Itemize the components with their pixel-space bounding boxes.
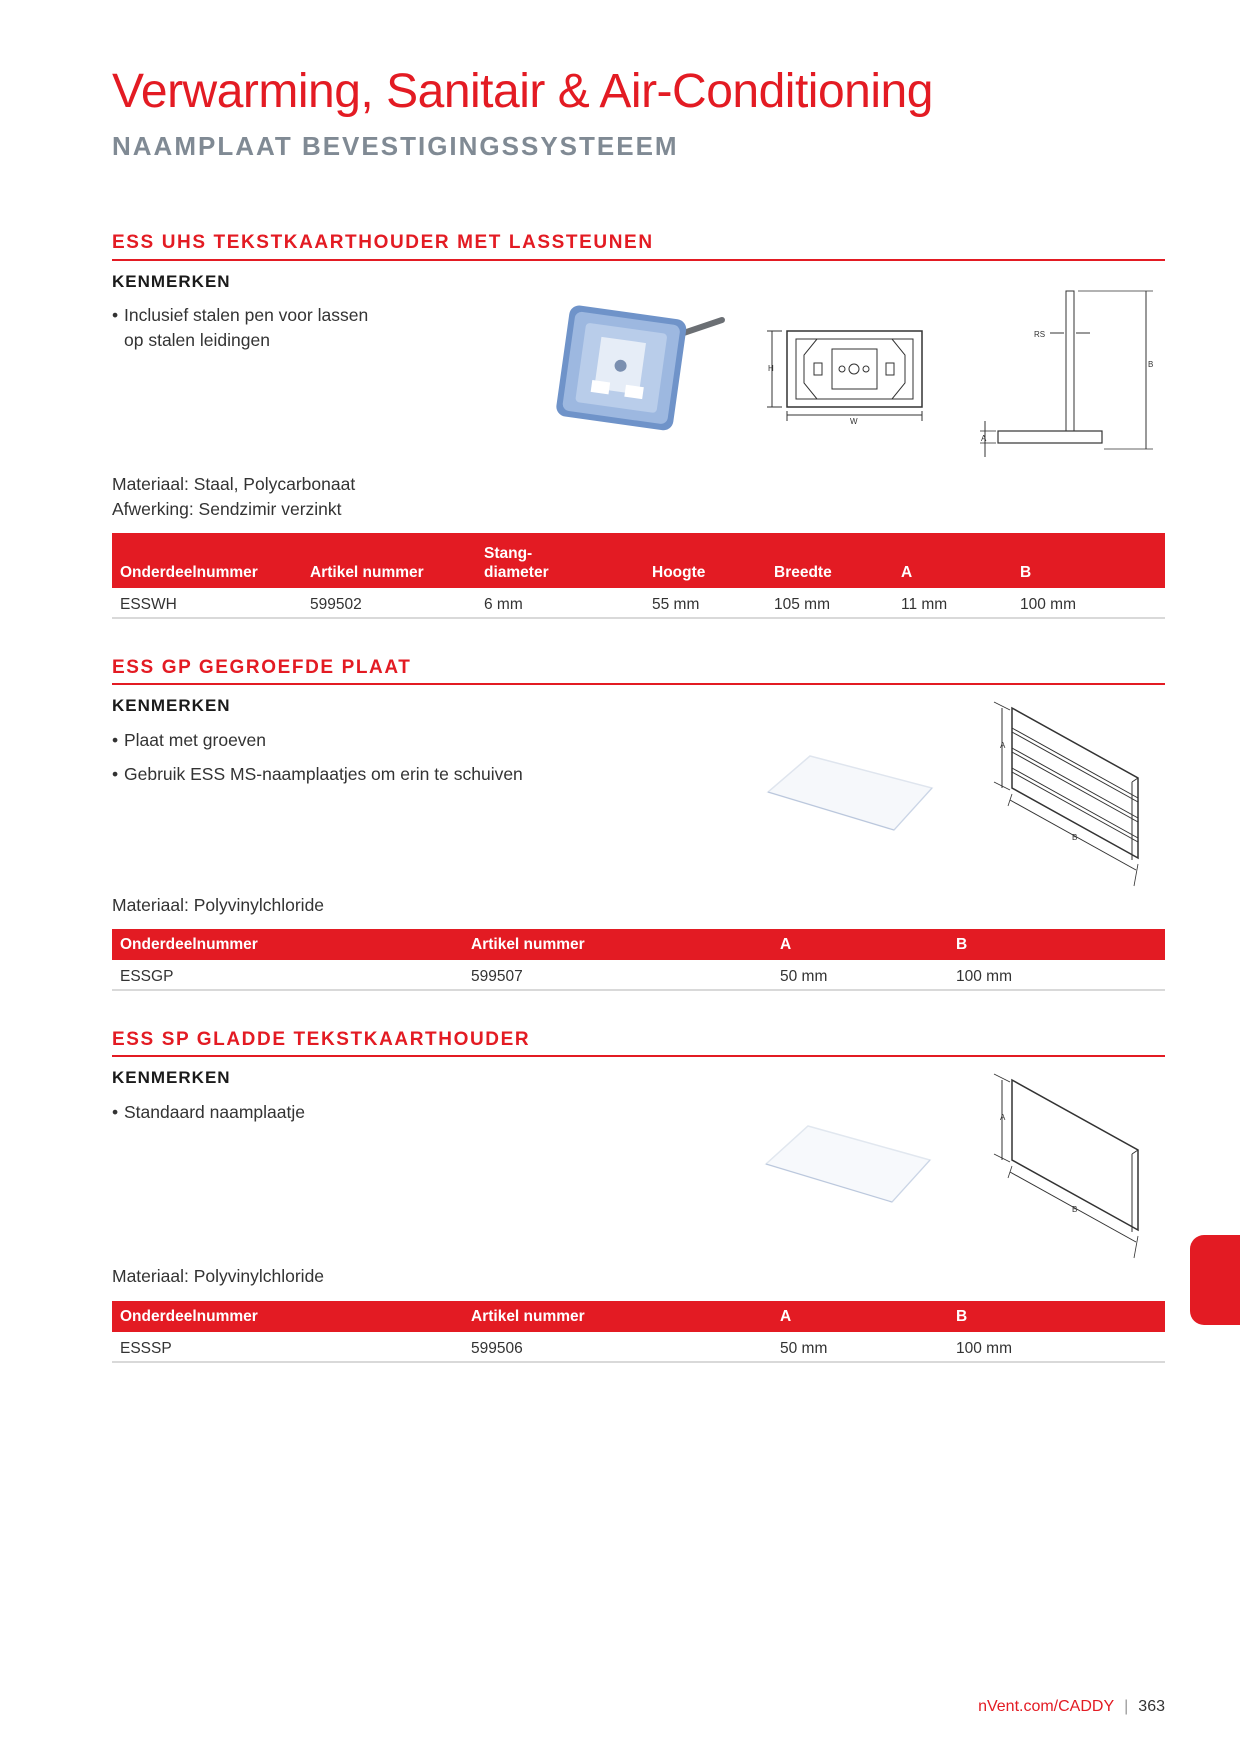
- bullet-icon: •: [112, 1102, 119, 1122]
- table-row: [112, 1332, 1165, 1361]
- table-cell: 599507: [471, 968, 523, 985]
- column-header: Stang- diameter: [476, 533, 644, 588]
- product-photo-grooved-plate: [762, 750, 937, 835]
- footer: [978, 1698, 1165, 1716]
- column-header: Onderdeelnummer: [112, 1301, 463, 1332]
- table-row: [112, 588, 1165, 618]
- table-row: [112, 960, 1165, 989]
- column-header: Hoogte: [644, 533, 766, 588]
- column-header: B: [948, 1301, 1165, 1332]
- material-text: Materiaal: Staal, Polycarbonaat: [112, 474, 356, 494]
- column-header: Artikel nummer: [463, 1301, 772, 1332]
- page-subtitle: NAAMPLAAT BEVESTIGINGSSYSTEEEM: [112, 131, 679, 161]
- column-header: A: [772, 929, 948, 960]
- grooved-plate-drawing: [990, 700, 1140, 890]
- features-label: KENMERKEN: [112, 696, 231, 715]
- table-bottom-rule: [112, 989, 1165, 991]
- features-label: KENMERKEN: [112, 272, 231, 291]
- footer-link[interactable]: nVent.com/CADDY: [978, 1698, 1115, 1715]
- table-cell: ESSGP: [120, 968, 174, 985]
- feature-item: • Gebruik ESS MS-naamplaatjes om erin te schuiven: [112, 762, 523, 787]
- bullet-icon: •: [112, 305, 119, 325]
- column-header: Onderdeelnummer: [112, 533, 302, 588]
- smooth-plate-drawing: [990, 1072, 1140, 1262]
- section-heading-ess-sp: ESS SP GLADDE TEKSTKAARTHOUDER: [112, 1029, 531, 1050]
- svg-text:W: W: [850, 417, 858, 425]
- footer-separator: |: [1124, 1698, 1129, 1715]
- page-number: 363: [1138, 1698, 1165, 1715]
- svg-text:H: H: [768, 364, 774, 373]
- column-header: A: [772, 1301, 948, 1332]
- table-cell: 599506: [471, 1340, 523, 1357]
- svg-text:A: A: [1000, 1113, 1006, 1122]
- table-cell: 50 mm: [780, 1340, 828, 1357]
- bullet-icon: •: [112, 730, 119, 750]
- table-header-row: [112, 533, 1165, 588]
- column-header: Artikel nummer: [463, 929, 772, 960]
- svg-text:A: A: [981, 434, 987, 443]
- holder-side-drawing: [968, 285, 1164, 470]
- holder-front-drawing: [762, 325, 932, 425]
- table-header-row: [112, 1301, 1165, 1332]
- column-header: Artikel nummer: [302, 533, 476, 588]
- table-header-row: [112, 929, 1165, 960]
- feature-item: • Plaat met groeven: [112, 728, 266, 753]
- table-cell: 100 mm: [1020, 596, 1076, 613]
- table-cell: 55 mm: [652, 596, 700, 613]
- table-bottom-rule: [112, 1361, 1165, 1363]
- column-header: B: [948, 929, 1165, 960]
- table-cell: 100 mm: [956, 968, 1012, 985]
- table-cell: ESSWH: [120, 596, 177, 613]
- spec-table-ess-gp: [112, 929, 1165, 989]
- column-header: B: [1012, 533, 1165, 588]
- material-text: Materiaal: Polyvinylchloride: [112, 1266, 325, 1286]
- product-photo-holder: [552, 300, 727, 440]
- spec-table-ess-sp: [112, 1301, 1165, 1361]
- table-cell: 6 mm: [484, 596, 523, 613]
- section-divider: [112, 259, 1165, 261]
- table-cell: 105 mm: [774, 596, 830, 613]
- spec-table-ess-uhs: [112, 533, 1165, 618]
- svg-text:B: B: [1148, 360, 1154, 369]
- feature-item: • Standaard naamplaatje: [112, 1100, 305, 1125]
- table-cell: 100 mm: [956, 1340, 1012, 1357]
- feature-item: • Inclusief stalen pen voor lassen op stalen leidingen: [112, 305, 369, 350]
- section-heading-ess-uhs: ESS UHS TEKSTKAARTHOUDER MET LASSTEUNEN: [112, 232, 654, 253]
- page-title: Verwarming, Sanitair & Air-Conditioning: [112, 65, 933, 118]
- section-divider: [112, 1055, 1165, 1057]
- material-text: Materiaal: Polyvinylchloride: [112, 895, 325, 915]
- table-bottom-rule: [112, 617, 1165, 619]
- svg-text:A: A: [1000, 741, 1006, 750]
- chapter-tab: [1190, 1235, 1240, 1325]
- finish-text: Afwerking: Sendzimir verzinkt: [112, 499, 342, 519]
- svg-text:B: B: [1072, 1205, 1078, 1214]
- svg-text:B: B: [1072, 833, 1078, 842]
- column-header: A: [893, 533, 1012, 588]
- table-cell: 11 mm: [901, 596, 948, 613]
- bullet-icon: •: [112, 764, 119, 784]
- table-cell: ESSSP: [120, 1340, 172, 1357]
- product-photo-smooth-plate: [760, 1120, 935, 1205]
- svg-text:RS: RS: [1034, 330, 1046, 339]
- section-divider: [112, 683, 1165, 685]
- column-header: Onderdeelnummer: [112, 929, 463, 960]
- table-cell: 50 mm: [780, 968, 828, 985]
- table-cell: 599502: [310, 596, 362, 613]
- column-header: Breedte: [766, 533, 893, 588]
- features-label: KENMERKEN: [112, 1068, 231, 1087]
- section-heading-ess-gp: ESS GP GEGROEFDE PLAAT: [112, 657, 412, 678]
